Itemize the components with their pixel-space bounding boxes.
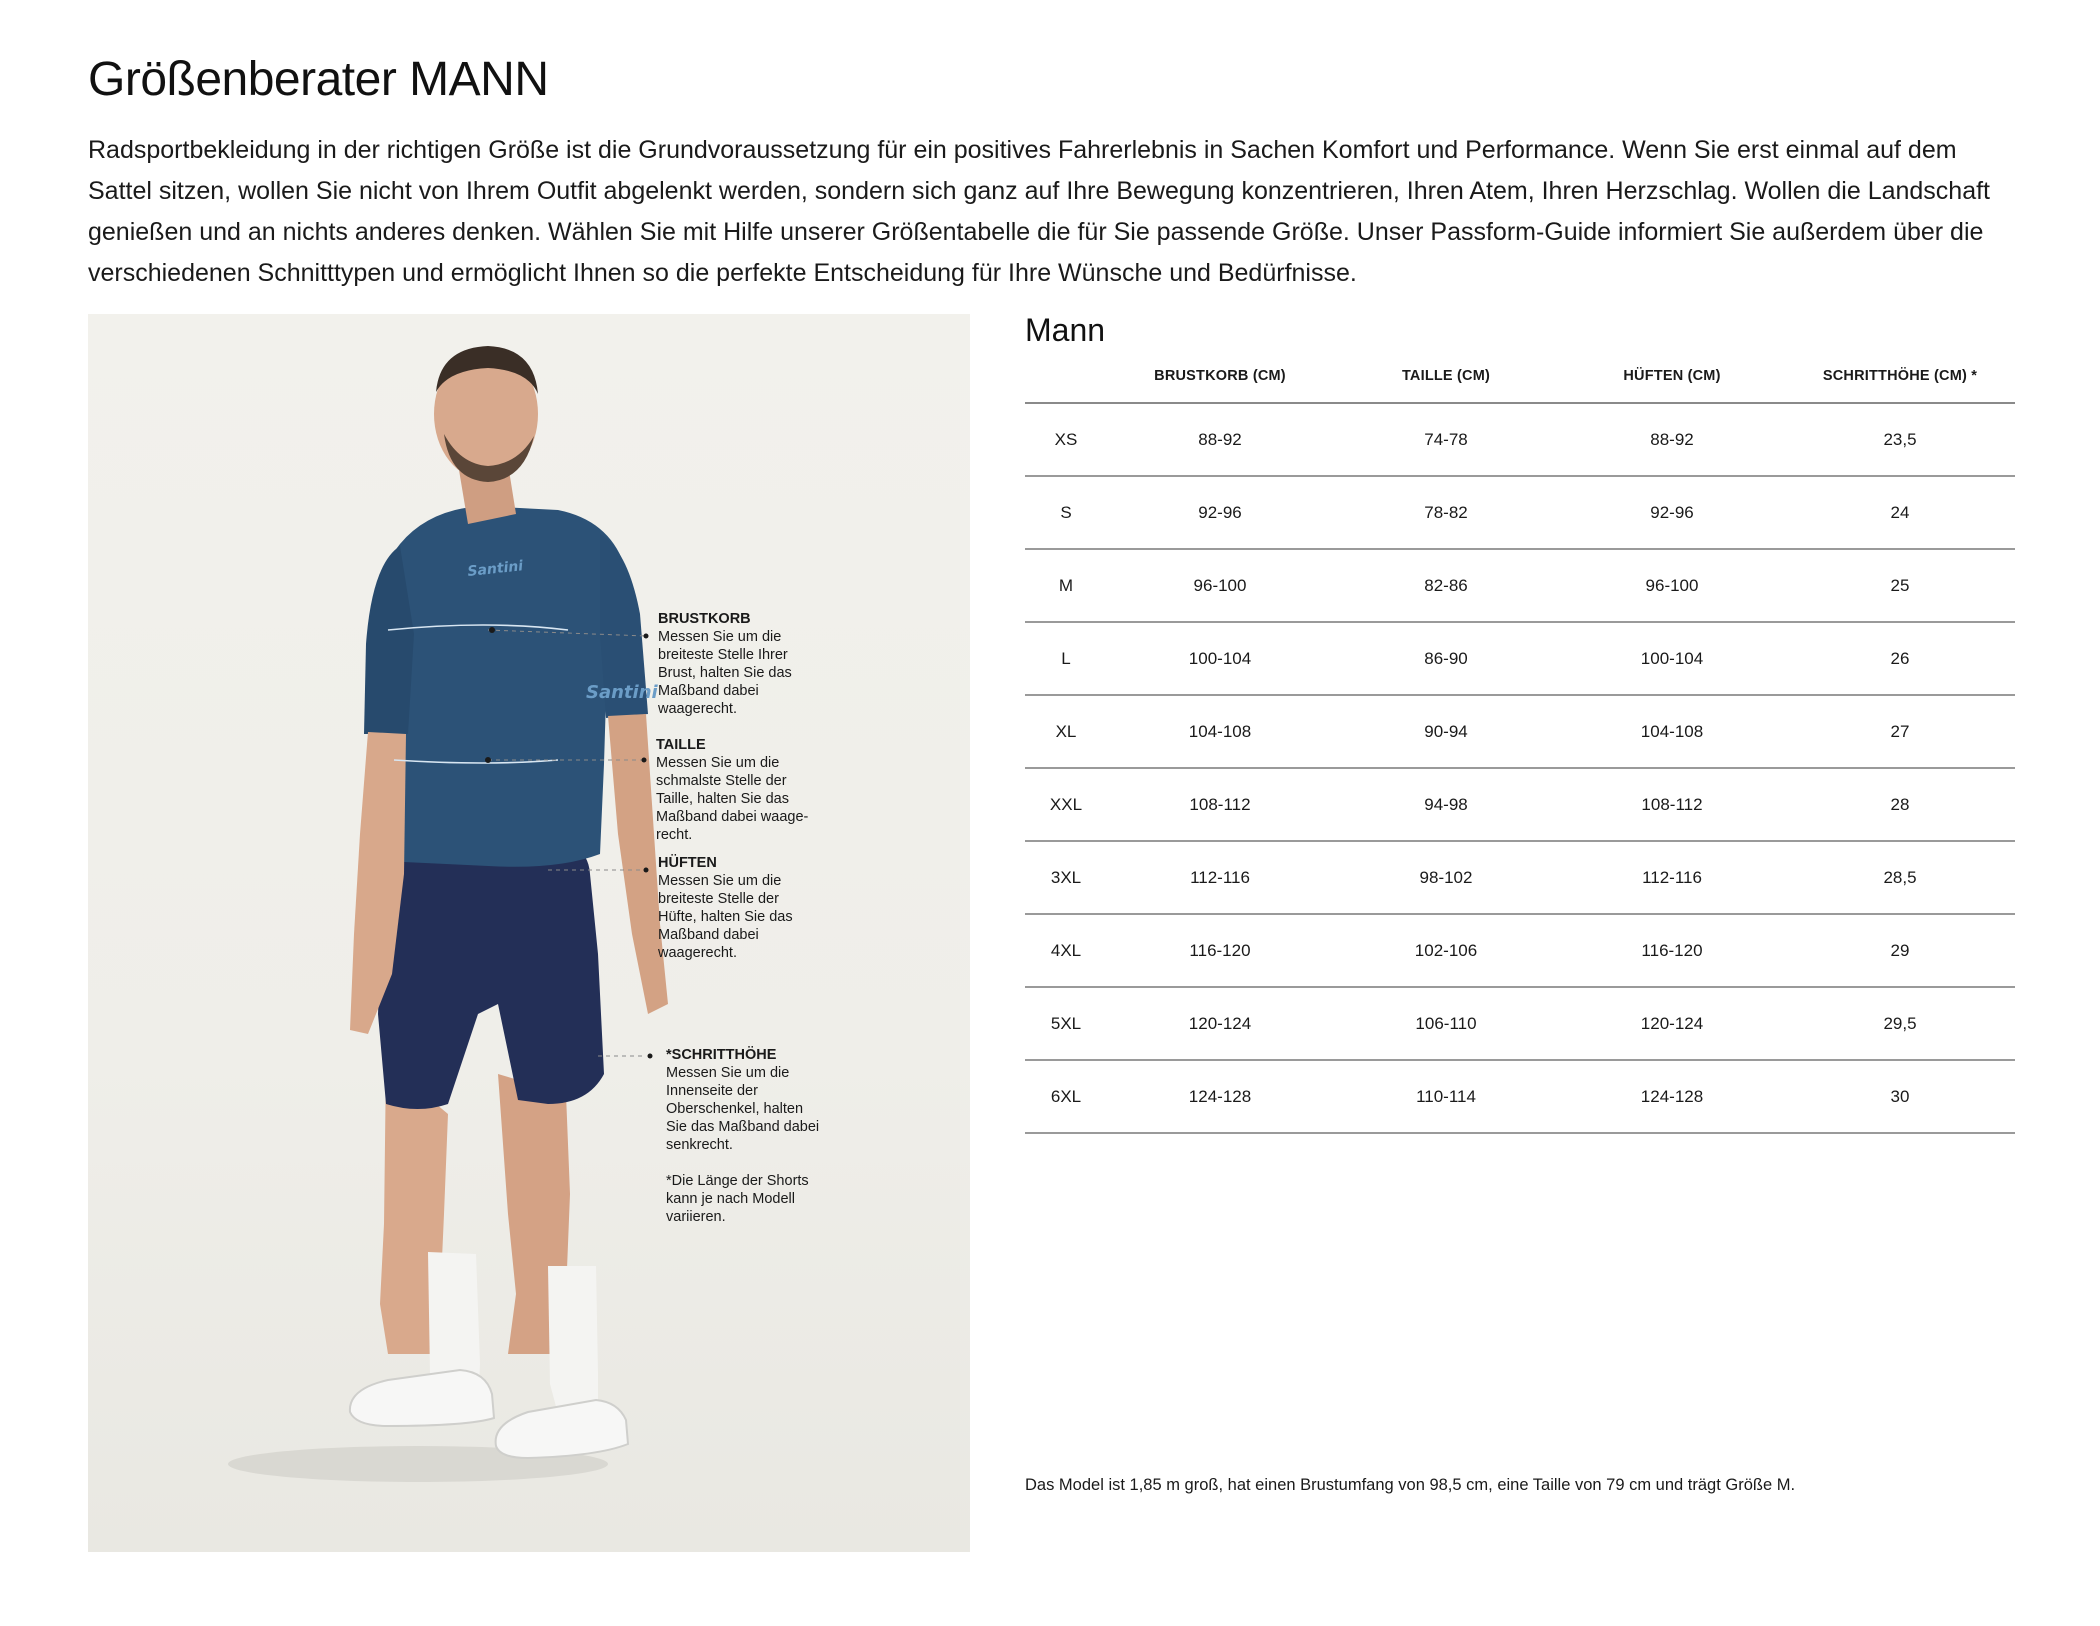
hips-cell: 92-96 — [1559, 476, 1785, 549]
table-row — [1025, 695, 2015, 768]
waist-cell: 94-98 — [1333, 768, 1559, 841]
annotation-chest-head: BRUSTKORB — [658, 611, 751, 627]
chest-dot — [489, 627, 495, 633]
chest-cell: 96-100 — [1107, 549, 1333, 622]
waist-cell: 102-106 — [1333, 914, 1559, 987]
chest-cell: 116-120 — [1107, 914, 1333, 987]
size-cell: L — [1025, 622, 1107, 695]
chest-cell: 124-128 — [1107, 1060, 1333, 1133]
waist-cell: 90-94 — [1333, 695, 1559, 768]
size-cell: XS — [1025, 403, 1107, 476]
waist-cell: 78-82 — [1333, 476, 1559, 549]
annotation-waist-head: TAILLE — [656, 737, 706, 753]
chest-cell: 100-104 — [1107, 622, 1333, 695]
inseam-cell: 29,5 — [1785, 987, 2015, 1060]
chest-cell: 108-112 — [1107, 768, 1333, 841]
page-title: Größenberater MANN — [88, 53, 549, 106]
intro-paragraph: Radsportbekleidung in der richtigen Größe ist die Grundvoraussetzung für ein positives Fahrerlebnis in Sachen Komfort und Performance. Wenn Sie erst einmal auf dem Sattel sitzen, wollen Sie nicht von Ihrem Outfit abgelenkt werden, sondern sich ganz auf Ihre Bewegung konzentrieren, Ihren Atem, Ihren Herzschlag. Wollen die Landschaft genießen und an nichts anderes denken. Wählen Sie mit Hilfe unserer Größentabelle die für Sie passende Größe. Unser Passform-Guide informiert Sie außerdem über die verschiedenen Schnitttypen und ermöglicht Ihnen so die perfekte Entscheidung für Ihre Wünsche und Bedürfnisse. — [88, 136, 1991, 287]
hips-bullet — [644, 868, 649, 873]
cyclist-illustration — [88, 314, 970, 1552]
inseam-cell: 29 — [1785, 914, 2015, 987]
hips-cell: 104-108 — [1559, 695, 1785, 768]
inseam-cell: 26 — [1785, 622, 2015, 695]
table-row — [1025, 987, 2015, 1060]
hips-cell: 108-112 — [1559, 768, 1785, 841]
table-row — [1025, 1060, 2015, 1133]
table-row — [1025, 914, 2015, 987]
annotation-inseam-head: *SCHRITTHÖHE — [666, 1047, 777, 1063]
annotation-inseam-body: Messen Sie um die Innenseite der Oberschenkel, halten Sie das Maßband dabei senkrecht. — [666, 1065, 820, 1153]
size-cell: 5XL — [1025, 987, 1107, 1060]
size-cell: 3XL — [1025, 841, 1107, 914]
inseam-cell: 24 — [1785, 476, 2015, 549]
inseam-cell: 27 — [1785, 695, 2015, 768]
waist-cell: 74-78 — [1333, 403, 1559, 476]
annotation-waist-body: Messen Sie um die schmalste Stelle der Taille, halten Sie das Maßband dabei waage-recht. — [656, 755, 809, 843]
table-row — [1025, 549, 2015, 622]
waist-cell: 82-86 — [1333, 549, 1559, 622]
header-waist: TAILLE (CM) — [1333, 350, 1559, 403]
inseam-cell: 30 — [1785, 1060, 2015, 1133]
table-title: Mann — [1025, 312, 1106, 348]
inseam-cell: 23,5 — [1785, 403, 2015, 476]
annotation-hips — [658, 854, 818, 962]
header-chest: BRUSTKORB (CM) — [1107, 350, 1333, 403]
inseam-bullet — [648, 1054, 653, 1059]
waist-bullet — [642, 758, 647, 763]
model-figure — [88, 314, 970, 1552]
chest-cell: 120-124 — [1107, 987, 1333, 1060]
hips-cell: 100-104 — [1559, 622, 1785, 695]
chest-cell: 92-96 — [1107, 476, 1333, 549]
header-size — [1025, 350, 1107, 403]
table-row — [1025, 768, 2015, 841]
size-table — [1025, 350, 2015, 1134]
table-row — [1025, 841, 2015, 914]
header-hips: HÜFTEN (CM) — [1559, 350, 1785, 403]
inseam-cell: 25 — [1785, 549, 2015, 622]
annotation-inseam — [666, 1046, 826, 1226]
annotation-chest — [658, 610, 818, 718]
size-cell: 4XL — [1025, 914, 1107, 987]
waist-cell: 106-110 — [1333, 987, 1559, 1060]
waist-cell: 110-114 — [1333, 1060, 1559, 1133]
waist-cell: 98-102 — [1333, 841, 1559, 914]
annotation-waist — [656, 736, 820, 844]
size-cell: XXL — [1025, 768, 1107, 841]
header-inseam: SCHRITTHÖHE (CM) * — [1785, 350, 2015, 403]
size-cell: 6XL — [1025, 1060, 1107, 1133]
jersey-logo-sleeve: Santini — [586, 682, 658, 703]
size-cell: XL — [1025, 695, 1107, 768]
chest-bullet — [644, 634, 649, 639]
chest-cell: 104-108 — [1107, 695, 1333, 768]
annotation-hips-body: Messen Sie um die breiteste Stelle der Hüfte, halten Sie das Maßband dabei waagerecht. — [658, 873, 793, 961]
shorts — [378, 830, 604, 1109]
hips-cell: 116-120 — [1559, 914, 1785, 987]
table-row — [1025, 403, 2015, 476]
hips-cell: 124-128 — [1559, 1060, 1785, 1133]
jersey-logo-chest: Santini — [466, 558, 524, 580]
table-row — [1025, 622, 2015, 695]
table-row — [1025, 476, 2015, 549]
annotation-inseam-note: *Die Länge der Shorts kann je nach Modell variieren. — [666, 1173, 809, 1225]
waist-cell: 86-90 — [1333, 622, 1559, 695]
chest-cell: 88-92 — [1107, 403, 1333, 476]
inseam-cell: 28 — [1785, 768, 2015, 841]
hips-cell: 112-116 — [1559, 841, 1785, 914]
hips-cell: 88-92 — [1559, 403, 1785, 476]
right-shoe — [496, 1400, 628, 1458]
size-cell: S — [1025, 476, 1107, 549]
chest-cell: 112-116 — [1107, 841, 1333, 914]
model-note: Das Model ist 1,85 m groß, hat einen Brustumfang von 98,5 cm, eine Taille von 79 cm und trägt Größe M. — [1025, 1476, 1796, 1494]
size-cell: M — [1025, 549, 1107, 622]
hips-cell: 96-100 — [1559, 549, 1785, 622]
right-sock — [548, 1266, 598, 1414]
left-shoe — [350, 1370, 494, 1426]
hips-cell: 120-124 — [1559, 987, 1785, 1060]
inseam-cell: 28,5 — [1785, 841, 2015, 914]
waist-dot — [485, 757, 491, 763]
annotation-hips-head: HÜFTEN — [658, 855, 717, 871]
table-header-row — [1025, 350, 2015, 403]
annotation-chest-body: Messen Sie um die breiteste Stelle Ihrer Brust, halten Sie das Maßband dabei waagerecht. — [658, 629, 792, 717]
